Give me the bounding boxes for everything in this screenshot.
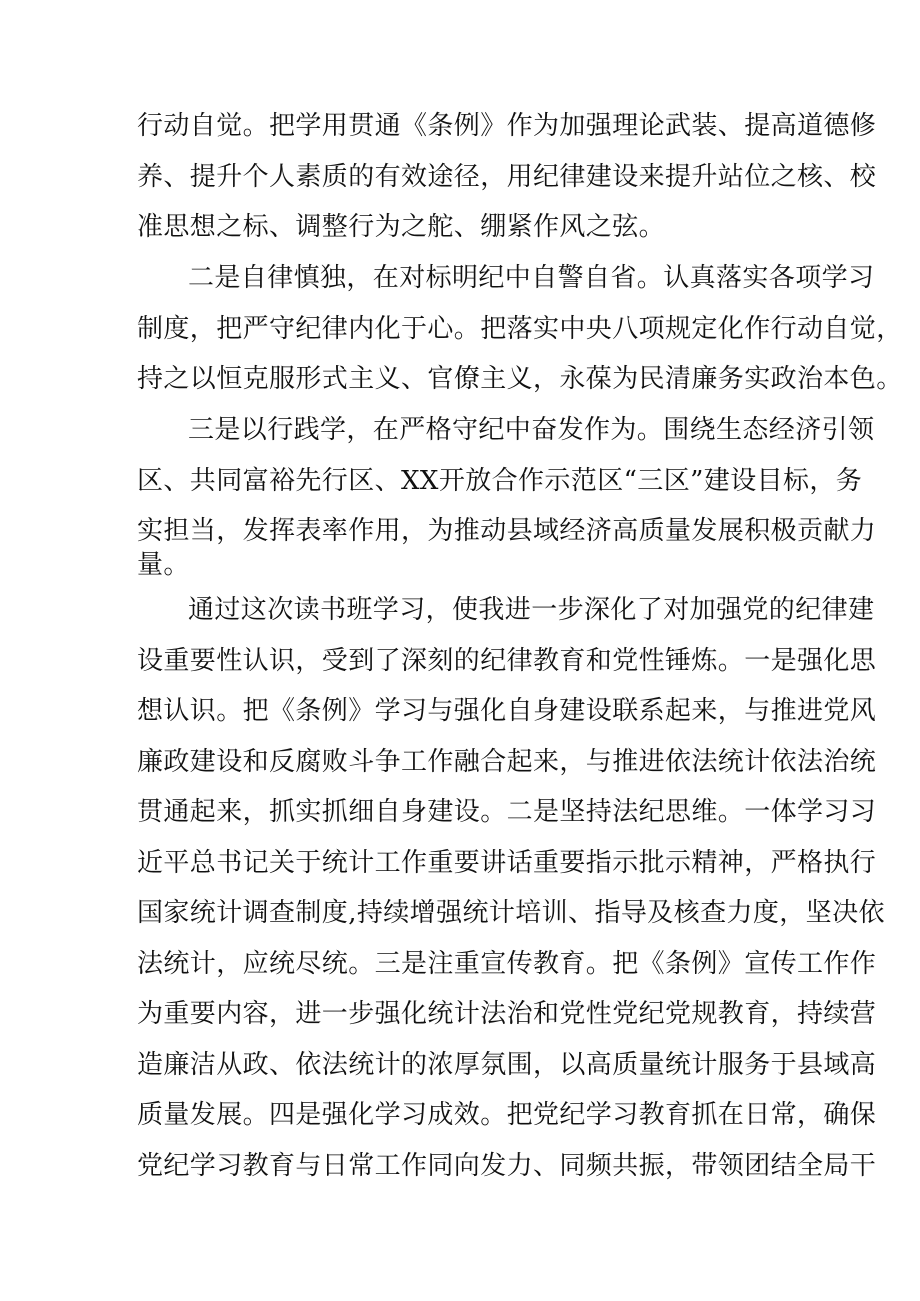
text-line: 行动自觉。把学用贯通《条例》作为加强理论武装、提高道德修 (137, 111, 877, 141)
text-line: 准思想之标、调整行为之舵、绷紧作风之弦。 (137, 212, 666, 242)
text-line: 造廉洁从政、依法统计的浓厚氛围，以高质量统计服务于县域高 (137, 1050, 877, 1080)
paragraph-start-line: 三是以行践学，在严格守纪中奋发作为。围绕生态经济引领 (188, 415, 875, 445)
text-line: 实担当，发挥表率作用，为推动县域经济高质量发展积极贡献力 (137, 516, 877, 546)
text-line: 廉政建设和反腐败斗争工作融合起来，与推进依法统计依法治统 (137, 747, 877, 777)
text-line: 近平总书记关于统计工作重要讲话重要指示批示精神，严格执行 (137, 848, 877, 878)
paragraph-start-line: 二是自律慎独，在对标明纪中自警自省。认真落实各项学习 (188, 263, 875, 293)
paragraph-start-line: 通过这次读书班学习，使我进一步深化了对加强党的纪律建 (188, 595, 875, 625)
text-line: 党纪学习教育与日常工作同向发力、同频共振，带领团结全局干 (137, 1151, 877, 1181)
text-line: 贯通起来，抓实抓细自身建设。二是坚持法纪思维。一体学习习 (137, 797, 877, 827)
text-line: 国家统计调查制度,持续增强统计培训、指导及核查力度，坚决依 (137, 898, 885, 928)
text-line: 养、提升个人素质的有效途径，用纪律建设来提升站位之核、校 (137, 162, 877, 192)
text-line: 区、共同富裕先行区、XX开放合作示范区“三区”建设目标，务 (137, 466, 863, 496)
text-line: 法统计，应统尽统。三是注重宣传教育。把《条例》宣传工作作 (137, 949, 877, 979)
text-line: 设重要性认识，受到了深刻的纪律教育和党性锤炼。一是强化思 (137, 646, 877, 676)
text-line: 为重要内容，进一步强化统计法治和党性党纪党规教育，持续营 (137, 999, 877, 1029)
text-line: 质量发展。四是强化学习成效。把党纪学习教育抓在日常，确保 (137, 1100, 877, 1130)
text-line: 制度，把严守纪律内化于心。把落实中央八项规定化作行动自觉， (137, 314, 903, 344)
text-line: 量。 (137, 550, 190, 580)
text-line: 持之以恒克服形式主义、官僚主义，永葆为民清廉务实政治本色。 (137, 364, 903, 394)
text-line: 想认识。把《条例》学习与强化自身建设联系起来，与推进党风 (137, 696, 877, 726)
